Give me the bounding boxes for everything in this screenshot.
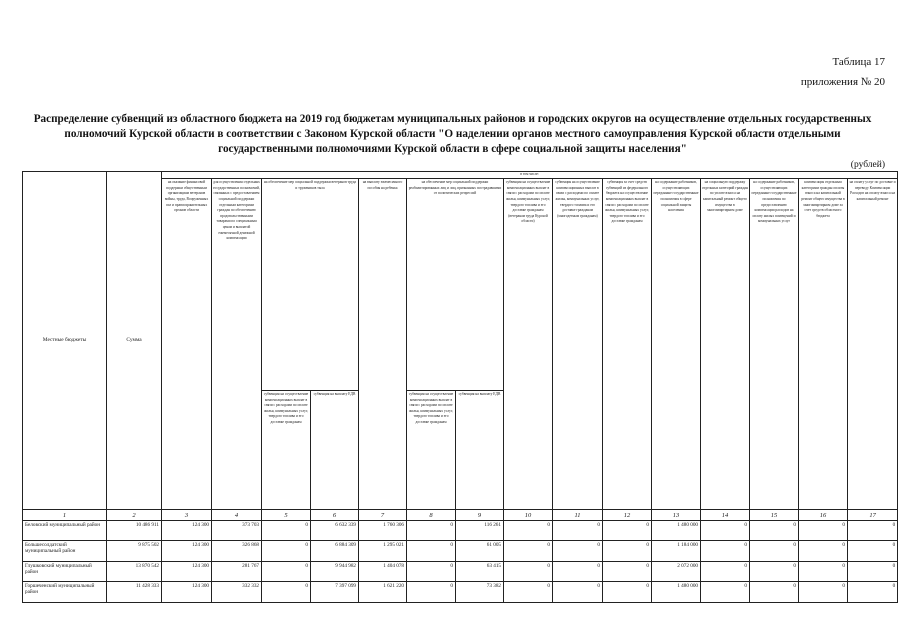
col-number: 11 (553, 510, 603, 520)
row-value: 116 261 (456, 520, 504, 541)
row-value: 61 005 (456, 541, 504, 562)
row-value: 63 415 (456, 561, 504, 582)
row-district-name: Большесолдатский муниципальный район (23, 541, 107, 562)
row-value: 1 621 220 (359, 582, 407, 603)
row-district-name: Горшеченский муниципальный район (23, 582, 107, 603)
header-col-4: для осуществления отдельных государственных полномочий, связанных с предоставлением социальной поддержки отдельным категориям граждан по обеспечению продовольственными товарами по специальным ценам и выплатой ежемесячной денежной компенсации (212, 179, 262, 510)
row-value: 13 870 542 (107, 561, 162, 582)
row-value: 0 (750, 541, 799, 562)
col-number: 6 (311, 510, 359, 520)
header-col-15: на содержание работников, осуществляющих переданные государственные полномочия по предоставлению компенсации расходов на оплату жилых помещений и коммунальных услуг (750, 179, 799, 510)
row-value: 0 (553, 561, 603, 582)
row-value: 0 (799, 520, 848, 541)
row-value: 1 480 000 (652, 582, 701, 603)
col-number: 10 (504, 510, 553, 520)
header-col-8: субвенция на осуществление компенсационных выплат в связи с расходами по оплате жилья, коммунальных услуг, твердого топлива и его доставке гражданам (407, 391, 456, 510)
header-col-6: субвенция на выплату ЕДВ (311, 391, 359, 510)
row-value: 0 (553, 541, 603, 562)
table-number: Таблица 17 (832, 56, 885, 68)
row-value: 9 875 502 (107, 541, 162, 562)
row-value: 0 (553, 520, 603, 541)
row-value: 332 332 (212, 582, 262, 603)
table-row (23, 541, 898, 562)
header-col-14: на социальную поддержку отдельных категорий граждан по уплате взноса на капитальный ремонт общего имущества в многоквартирном доме (701, 179, 750, 510)
col-number: 13 (652, 510, 701, 520)
row-value: 0 (504, 520, 553, 541)
row-value: 0 (799, 541, 848, 562)
header-col-11: субвенция на осуществление компенсационных выплат в связи с расходами по оплате жилья, коммунальных услуг, твердого топлива и его доставке гражданам (многодетным гражданам) (553, 179, 603, 510)
row-value: 0 (262, 582, 311, 603)
row-value: 1 295 021 (359, 541, 407, 562)
row-value: 0 (504, 561, 553, 582)
col-number: 4 (212, 510, 262, 520)
row-value: 7 397 099 (311, 582, 359, 603)
row-district-name: Глушковский муниципальный район (23, 561, 107, 582)
header-local-budgets: Местные бюджеты (23, 172, 107, 510)
row-value: 0 (504, 582, 553, 603)
col-number: 7 (359, 510, 407, 520)
unit-label: (рублей) (850, 160, 885, 170)
row-value: 0 (603, 541, 652, 562)
row-value: 0 (603, 561, 652, 582)
row-value: 1 184 000 (652, 541, 701, 562)
col-number: 1 (23, 510, 107, 520)
header-col-7: на выплату ежемесячного пособия на ребенка (359, 179, 407, 510)
title-line-3: государственными полномочиями Курской области в сфере социальной защиты населения" (218, 143, 687, 155)
header-col-17: на оплату услуг по доставке и переводу Компенсации Расходов на оплату взноса на капитальный ремонт (848, 179, 898, 510)
row-value: 0 (848, 582, 898, 603)
row-value: 0 (262, 561, 311, 582)
row-value: 2 072 000 (652, 561, 701, 582)
row-value: 1 760 306 (359, 520, 407, 541)
row-value: 326 868 (212, 541, 262, 562)
row-value: 0 (799, 582, 848, 603)
header-col-10: субвенция на осуществление компенсационных выплат в связи с расходами по оплате жилья, коммунальных услуг, твердого топлива и его доставке гражданам (ветеранам труда Курской области) (504, 179, 553, 510)
row-value: 1 404 078 (359, 561, 407, 582)
col-number: 5 (262, 510, 311, 520)
row-value: 0 (603, 520, 652, 541)
row-value: 6 884 309 (311, 541, 359, 562)
col-number: 9 (456, 510, 504, 520)
row-value: 0 (407, 541, 456, 562)
col-number: 17 (848, 510, 898, 520)
row-value: 0 (553, 582, 603, 603)
row-value: 373 703 (212, 520, 262, 541)
appendix-label: приложения № 20 (800, 76, 885, 88)
row-value: 0 (262, 541, 311, 562)
table-row (23, 582, 898, 603)
row-value: 9 944 982 (311, 561, 359, 582)
row-value: 0 (848, 520, 898, 541)
header-col-5-6: на обеспечение мер социальной поддержки ветеранов труда и тружеников тыла (262, 179, 359, 391)
document-title (22, 112, 883, 157)
col-number: 3 (162, 510, 212, 520)
row-district-name: Беловский муниципальный район (23, 520, 107, 541)
title-line-2: полномочий Курской области в соответствии с Законом Курской области "О наделении органов местного самоуправления Курской области отдельными (64, 128, 841, 140)
row-value: 0 (603, 582, 652, 603)
row-value: 124 300 (162, 520, 212, 541)
col-number: 2 (107, 510, 162, 520)
col-number: 15 (750, 510, 799, 520)
row-value: 281 767 (212, 561, 262, 582)
row-value: 0 (848, 561, 898, 582)
row-value: 0 (750, 520, 799, 541)
table-row (23, 520, 898, 541)
row-value: 0 (701, 520, 750, 541)
row-value: 0 (504, 541, 553, 562)
row-value: 124 300 (162, 582, 212, 603)
row-value: 0 (750, 561, 799, 582)
header-sum: Сумма (107, 172, 162, 510)
subvention-table (22, 171, 898, 603)
header-col-8-9: на обеспечение мер социальной поддержки реабилитированных лиц и лиц, признанных пострадавшими от политических репрессий (407, 179, 504, 391)
row-value: 0 (407, 582, 456, 603)
row-value: 11 428 333 (107, 582, 162, 603)
row-value: 0 (799, 561, 848, 582)
header-col-3: на оказание финансовой поддержки общественным организациям ветеранов войны, труда, Вооруженных сил и правоохранительных органов области (162, 179, 212, 510)
row-value: 0 (848, 541, 898, 562)
row-value: 0 (701, 561, 750, 582)
col-number: 12 (603, 510, 652, 520)
row-value: 0 (750, 582, 799, 603)
row-value: 73 382 (456, 582, 504, 603)
header-including: в том числе: (162, 172, 898, 179)
table-row (23, 561, 898, 582)
row-value: 0 (407, 561, 456, 582)
row-value: 1 480 000 (652, 520, 701, 541)
row-value: 0 (701, 541, 750, 562)
col-number: 14 (701, 510, 750, 520)
header-col-13: на содержание работников, осуществляющих переданные государственные полномочия в сфере социальной защиты населения (652, 179, 701, 510)
row-value: 10 486 911 (107, 520, 162, 541)
header-col-5: субвенция на осуществление компенсационных выплат в связи с расходами по оплате жилья, коммунальных услуг, твердого топлива и его доставке гражданам (262, 391, 311, 510)
header-col-12: субвенция за счет средств субвенций из федерального бюджета на осуществление компенсационных выплат в связи с расходами по оплате жилья, коммунальных услуг, твердого топлива и его доставке гражданам (603, 179, 652, 510)
row-value: 124 300 (162, 541, 212, 562)
row-value: 0 (407, 520, 456, 541)
row-value: 6 632 339 (311, 520, 359, 541)
col-number: 8 (407, 510, 456, 520)
header-col-9: субвенция на выплату ЕДВ (456, 391, 504, 510)
row-value: 0 (701, 582, 750, 603)
header-col-16: компенсация отдельным категориям граждан оплаты взноса на капитальный ремонт общего имущества в многоквартирном доме за счет средств областного бюджета (799, 179, 848, 510)
title-line-1: Распределение субвенций из областного бюджета на 2019 год бюджетам муниципальных районов и городских округов на осуществление отдельных государственных (33, 113, 872, 125)
row-value: 124 300 (162, 561, 212, 582)
row-value: 0 (262, 520, 311, 541)
col-number: 16 (799, 510, 848, 520)
